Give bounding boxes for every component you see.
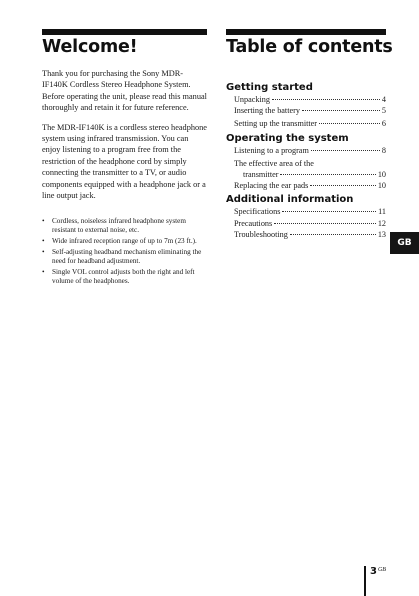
- toc-section-heading: Operating the system: [226, 132, 349, 144]
- toc-entry-label: Listening to a program: [234, 145, 309, 155]
- toc-heading: Table of contents: [226, 37, 393, 57]
- toc-section-operating: [226, 133, 386, 192]
- toc-entry-page: 13: [377, 229, 386, 239]
- toc-entry-page: 10: [377, 181, 386, 191]
- toc-entry-label-continued: transmitter: [243, 170, 279, 180]
- toc-entry-label: Precautions: [234, 218, 273, 228]
- dot-leader: [272, 99, 380, 100]
- dot-leader: [290, 234, 376, 235]
- toc-section-additional: [226, 194, 386, 240]
- dot-leader: [319, 123, 380, 124]
- toc-entry[interactable]: [226, 145, 386, 156]
- dot-leader: [310, 185, 375, 186]
- toc-entry-page: 8: [381, 145, 386, 155]
- intro-paragraph: Thank you for purchasing the Sony MDR-IF140K Cordless Stereo Headphone System. Before operating the unit, please read this manual thoroughly and retain it for future reference.: [42, 69, 207, 113]
- dot-leader: [274, 223, 376, 224]
- toc-entry-page: 6: [381, 119, 386, 129]
- toc-entry-label: Replacing the ear pads: [234, 181, 309, 191]
- toc-section-heading: Getting started: [226, 82, 313, 93]
- footer-rule: [364, 566, 366, 596]
- toc-entry[interactable]: [226, 229, 386, 240]
- feature-text: Single VOL control adjusts both the right and left volume of the headphones.: [52, 268, 195, 285]
- toc-entry-page: 10: [377, 170, 386, 180]
- welcome-rule: [42, 29, 207, 35]
- toc-entry-page: 5: [381, 106, 386, 116]
- page-number-suffix: GB: [377, 567, 386, 573]
- table-of-contents: [226, 82, 386, 243]
- toc-entry[interactable]: [226, 94, 386, 105]
- toc-entry-label: Unpacking: [234, 95, 270, 104]
- bullet-icon: •: [42, 217, 45, 226]
- toc-entry-page: 12: [377, 218, 386, 228]
- bullet-icon: •: [42, 237, 45, 246]
- toc-entry[interactable]: [226, 105, 386, 116]
- feature-text: Wide infrared reception range of up to 7m (23 ft.).: [52, 237, 197, 246]
- bullet-icon: •: [42, 248, 45, 257]
- feature-text: Cordless, noiseless infrared headphone system resistant to external noise, etc.: [52, 217, 186, 235]
- toc-section-heading: Additional information: [226, 194, 354, 206]
- dot-leader: [282, 211, 376, 212]
- description-paragraph: The MDR-IF140K is a cordless stereo headphone system using infrared transmission. You can enjoy listening to a program free from the restriction of the headphone cord by simply connecting the transmitter to a TV, or audio components equipped with a headphone jack or a line output jack.: [42, 122, 207, 201]
- toc-entry-page: 11: [378, 207, 386, 217]
- language-tab: [390, 232, 419, 254]
- dot-leader: [302, 110, 380, 111]
- welcome-body: [42, 68, 207, 288]
- toc-entry-page: 4: [381, 95, 386, 104]
- toc-entry-label: Specifications: [234, 207, 281, 217]
- bullet-icon: •: [42, 268, 45, 276]
- feature-text: Self-adjusting headband mechanism eliminating the need for headband adjustment.: [52, 248, 202, 266]
- toc-rule: [226, 29, 386, 35]
- feature-item: [42, 217, 207, 235]
- toc-entry-label: Inserting the battery: [234, 106, 300, 116]
- language-tab-label: GB: [397, 238, 412, 248]
- toc-entry[interactable]: [226, 118, 386, 129]
- toc-entry-label: Troubleshooting: [234, 229, 288, 239]
- toc-entry[interactable]: [226, 158, 386, 180]
- toc-entry[interactable]: [226, 218, 386, 229]
- dot-leader: [280, 174, 375, 175]
- toc-entry-label: The effective area of the: [234, 158, 314, 168]
- page-number: [370, 566, 386, 577]
- welcome-heading: Welcome!: [42, 37, 138, 57]
- feature-list: [42, 217, 207, 285]
- toc-entry-label: Setting up the transmitter: [234, 119, 317, 129]
- toc-entry[interactable]: [226, 206, 386, 217]
- dot-leader: [311, 150, 380, 151]
- feature-item: [42, 237, 207, 246]
- toc-section-getting-started: [226, 82, 386, 130]
- feature-item: [42, 268, 207, 286]
- page-number-value: 3: [370, 566, 377, 577]
- toc-entry[interactable]: [226, 180, 386, 191]
- feature-item: [42, 248, 207, 266]
